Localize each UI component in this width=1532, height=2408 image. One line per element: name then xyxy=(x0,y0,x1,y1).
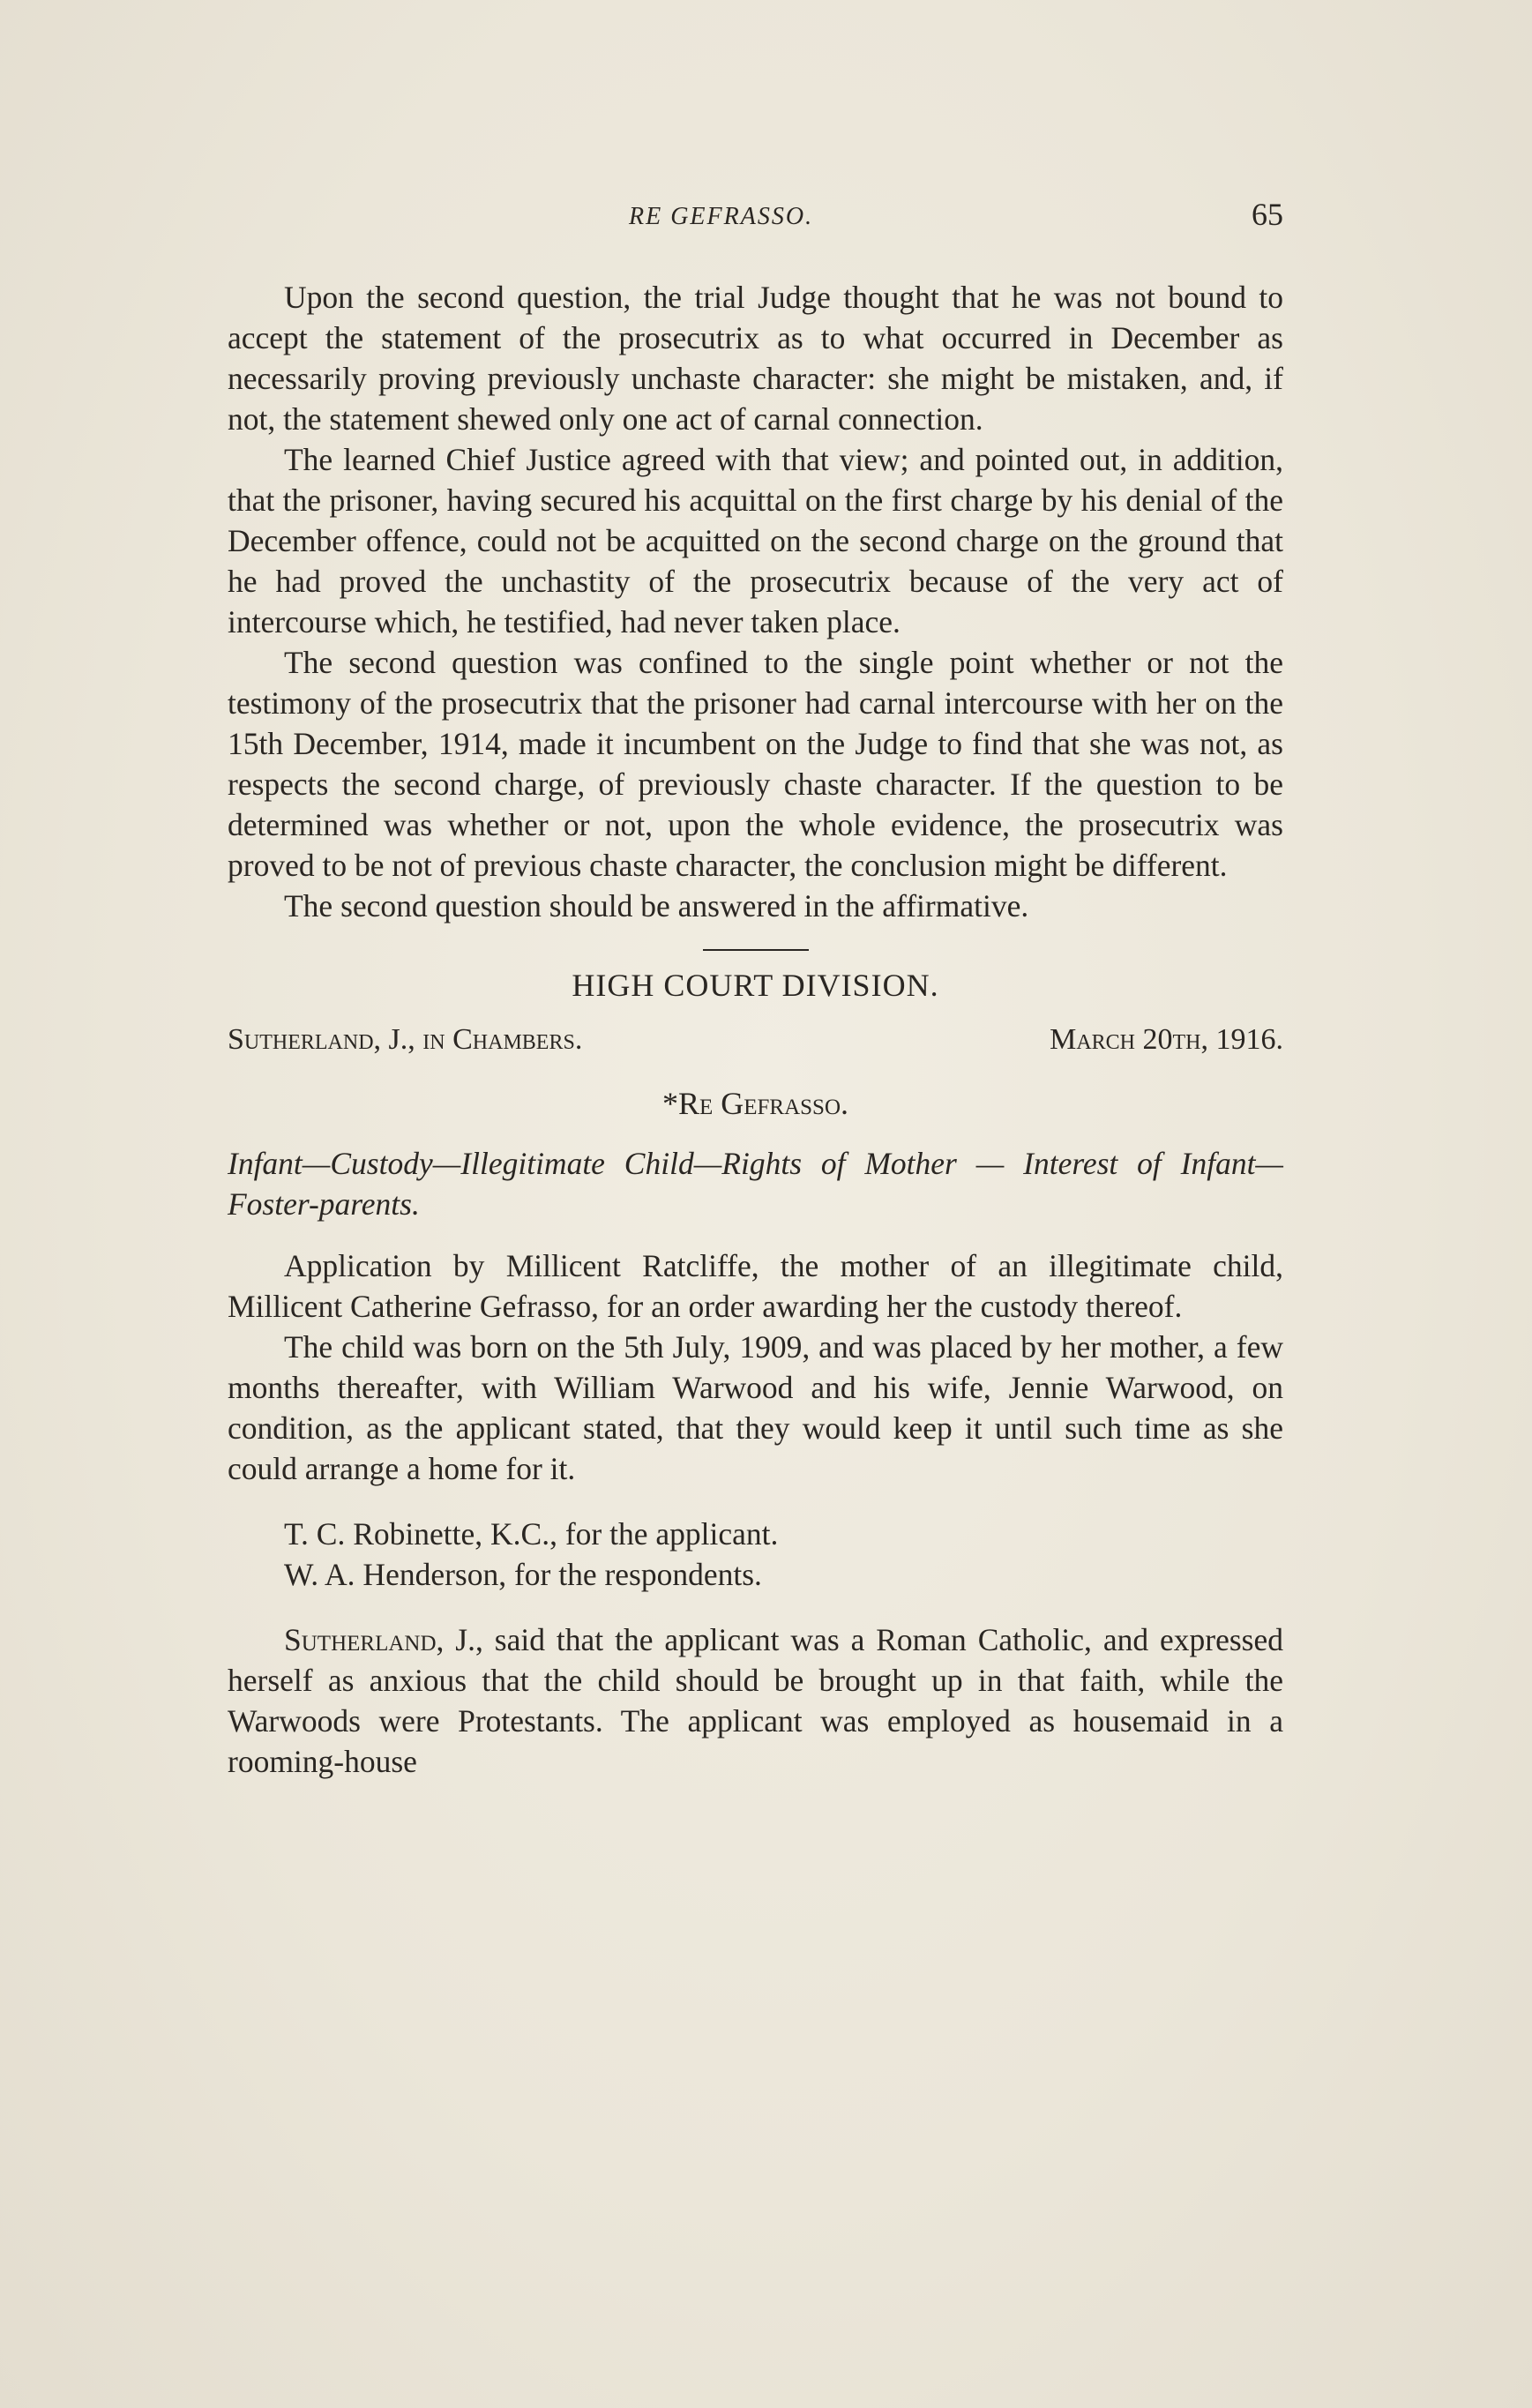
headnote: Infant—Custody—Illegitimate Child—Rights of Mother — Interest of Infant—Foster-parents. xyxy=(228,1146,1283,1222)
paragraph: Upon the second question, the trial Judge thought that he was not bound to accept the statement of the prosecutrix as to what occurred in December as necessarily proving previously unchaste character: she might be mistaken, and, if not, the statement shewed only one act of carnal connection. xyxy=(228,280,1283,437)
counsel-list xyxy=(228,1514,1283,1595)
running-title: RE GEFRASSO. xyxy=(629,203,814,230)
paragraph: The second question should be answered in the affirmative. xyxy=(284,888,1029,924)
court-line xyxy=(228,1023,1283,1067)
decision-date: March 20th, 1916. xyxy=(1050,1023,1283,1056)
paragraph: The learned Chief Justice agreed with that view; and pointed out, in addition, that the prisoner, having secured his acquittal on the first charge by his denial of the December offence, could not be acquitted on the second charge on the ground that he had proved the unchastity of the prosecutrix because of the very act of intercourse which, he testified, had never taken place. xyxy=(228,442,1283,639)
page-content xyxy=(228,196,1283,1782)
judgment-text: said that the applicant was a Roman Catholic, and expressed herself as anxious that the child should be brought up in that faith, while the Warwoods were Protestants. The applicant was employed as housemaid in a rooming-house xyxy=(228,1622,1283,1779)
paragraph: The child was born on the 5th July, 1909, and was placed by her mother, a few months thereafter, with William Warwood and his wife, Jennie Warwood, on condition, as the applicant stated, that they would keep it until such time as she could arrange a home for it. xyxy=(228,1329,1283,1486)
paragraph: The second question was confined to the single point whether or not the testimony of the prosecutrix that the prisoner had carnal intercourse with her on the 15th December, 1914, made it incumbent on the Judge to find that she was not, as respects the second charge, of previously chaste character. If the question to be determined was whether or not, upon the whole evidence, the prosecutrix was proved to be not of previous chaste character, the conclusion might be different. xyxy=(228,645,1283,883)
case-facts xyxy=(228,1245,1283,1489)
judgment-paragraph xyxy=(228,1619,1283,1782)
counsel-applicant: T. C. Robinette, K.C., for the applicant. xyxy=(284,1516,779,1552)
continued-judgment xyxy=(228,277,1283,926)
division-heading: HIGH COURT DIVISION. xyxy=(572,968,939,1003)
case-title: *Re Gefrasso. xyxy=(661,1086,849,1121)
counsel-respondents: W. A. Henderson, for the respondents. xyxy=(284,1557,762,1592)
judge-chambers: Sutherland, J., in Chambers. xyxy=(228,1023,583,1056)
page-number: 65 xyxy=(1252,197,1283,232)
paragraph: Application by Millicent Ratcliffe, the mother of an illegitimate child, Millicent Catherine Gefrasso, for an order awarding her the custody thereof. xyxy=(228,1248,1283,1324)
judgment xyxy=(228,1619,1283,1782)
judge-name: Sutherland, J., xyxy=(284,1622,483,1657)
section-divider xyxy=(703,949,809,951)
running-head xyxy=(228,196,1283,242)
